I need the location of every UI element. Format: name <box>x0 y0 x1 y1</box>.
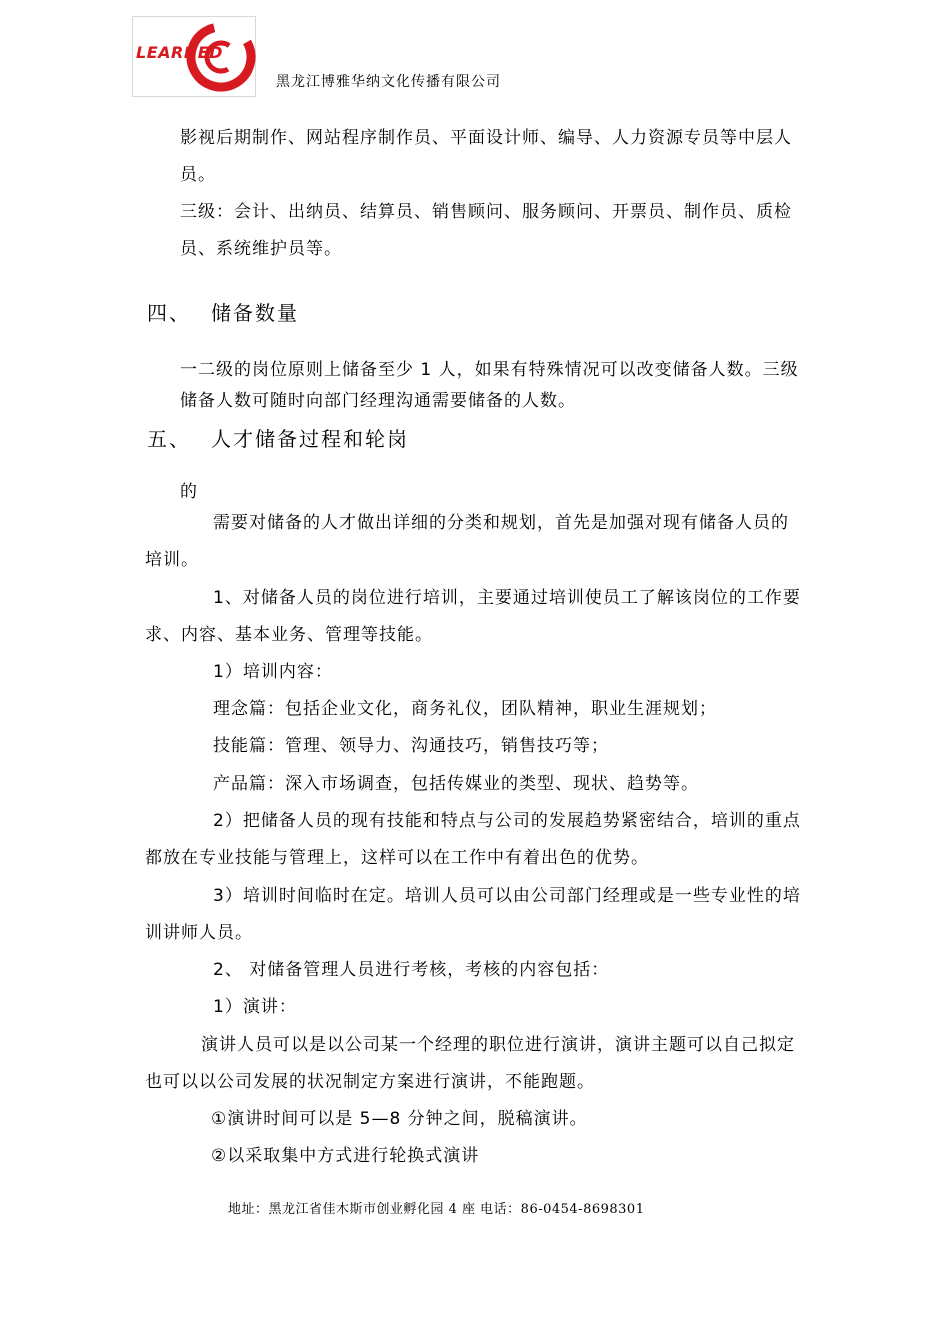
section-title: 储备数量 <box>211 301 299 325</box>
paragraph-line: ②以采取集中方式进行轮换式演讲 <box>211 1146 480 1166</box>
section-title: 人才储备过程和轮岗 <box>211 427 409 451</box>
paragraph-line: 都放在专业技能与管理上，这样可以在工作中有着出色的优势。 <box>145 848 649 868</box>
paragraph-line: 1、对储备人员的岗位进行培训，主要通过培训使员工了解该岗位的工作要 <box>213 588 801 608</box>
paragraph-line: 1）培训内容： <box>213 662 333 682</box>
paragraph-line: 培训。 <box>145 550 199 570</box>
paragraph-line: 需要对储备的人才做出详细的分类和规划，首先是加强对现有储备人员的 <box>213 513 789 533</box>
paragraph-line: 员、系统维护员等。 <box>180 239 342 259</box>
paragraph-line: 员。 <box>180 165 216 185</box>
footer-address: 地址：黑龙江省佳木斯市创业孵化园 4 座 电话：86-0454-8698301 <box>228 1202 645 1217</box>
paragraph-line: 三级：会计、出纳员、结算员、销售顾问、服务顾问、开票员、制作员、质检 <box>180 202 792 222</box>
paragraph-line: 1）演讲： <box>213 997 297 1017</box>
paragraph-line: 一二级的岗位原则上储备至少 1 人，如果有特殊情况可以改变储备人数。三级 <box>180 360 799 380</box>
section-number: 四、 <box>147 301 191 325</box>
paragraph-line: 训讲师人员。 <box>145 923 253 943</box>
paragraph-line: ①演讲时间可以是 5—8 分钟之间，脱稿演讲。 <box>211 1109 588 1129</box>
company-logo <box>132 16 256 97</box>
paragraph-line: 演讲人员可以是以公司某一个经理的职位进行演讲，演讲主题可以自己拟定 <box>201 1035 795 1055</box>
paragraph-line: 影视后期制作、网站程序制作员、平面设计师、编导、人力资源专员等中层人 <box>180 128 792 148</box>
paragraph-line: 储备人数可随时向部门经理沟通需要储备的人数。 <box>180 391 576 411</box>
paragraph-line: 也可以以公司发展的状况制定方案进行演讲，不能跑题。 <box>145 1072 595 1092</box>
paragraph-line: 2）把储备人员的现有技能和特点与公司的发展趋势紧密结合，培训的重点 <box>213 811 801 831</box>
paragraph-line: 技能篇：管理、领导力、沟通技巧，销售技巧等； <box>213 736 609 756</box>
paragraph-line: 3）培训时间临时在定。培训人员可以由公司部门经理或是一些专业性的培 <box>213 886 801 906</box>
paragraph-line: 求、内容、基本业务、管理等技能。 <box>145 625 433 645</box>
paragraph-line: 理念篇：包括企业文化，商务礼仪，团队精神，职业生涯规划； <box>213 699 717 719</box>
company-name: 黑龙江博雅华纳文化传播有限公司 <box>276 74 501 90</box>
paragraph-line: 的 <box>180 482 198 502</box>
logo-text: LEARNED <box>136 43 223 62</box>
section-number: 五、 <box>147 427 191 451</box>
paragraph-line: 产品篇：深入市场调查，包括传媒业的类型、现状、趋势等。 <box>213 774 699 794</box>
paragraph-line: 2、 对储备管理人员进行考核，考核的内容包括： <box>213 960 610 980</box>
